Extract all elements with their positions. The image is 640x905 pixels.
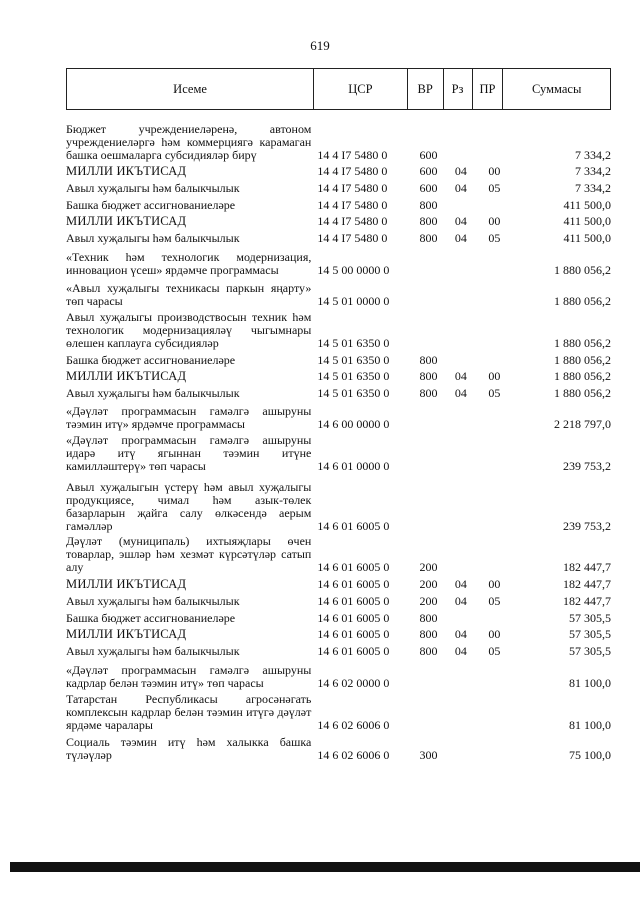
row-name: Авыл хуҗалыгы һәм балыкчылык (66, 231, 240, 245)
row-sum: 1 880 056,2 (554, 263, 611, 277)
row-csr: 14 4 I7 5480 0 (317, 231, 388, 245)
row-sum: 1 880 056,2 (554, 369, 611, 383)
row-sum: 1 880 056,2 (554, 386, 611, 400)
table-header (66, 68, 611, 110)
row-vr: 300 (419, 748, 438, 762)
row-rz: 04 (454, 369, 467, 383)
header-csr: ЦСР (314, 69, 408, 109)
row-csr: 14 6 01 6005 0 (317, 519, 390, 533)
row-sum: 1 880 056,2 (554, 336, 611, 350)
row-name: Авыл хуҗалыгын үстерү һәм авыл хуҗалыгы продукциясе, чимал һәм азык-төлек базарларын җайга салу өлкәсендә аерым гамәлләр (66, 480, 312, 533)
row-pr: 00 (488, 214, 501, 228)
row-vr: 800 (419, 214, 438, 228)
table-row (66, 350, 611, 367)
row-name: Бюджет учреждениеләренә, автоном учреждениеләргә һәм коммерциягә карамаган башка оешмаларга субсидияләр бирү (66, 122, 312, 162)
row-rz: 04 (454, 386, 467, 400)
row-pr: 00 (488, 164, 501, 178)
row-sum: 411 500,0 (563, 231, 611, 245)
row-sum: 411 500,0 (563, 198, 611, 212)
row-vr: 600 (419, 148, 438, 162)
row-name: Авыл хуҗалыгы һәм балыкчылык (66, 594, 240, 608)
row-name: «Авыл хуҗалыгы техникасы паркын яңарту» төп чарасы (66, 281, 312, 308)
table-row (66, 473, 611, 533)
row-csr: 14 6 01 6005 0 (317, 560, 390, 574)
row-csr: 14 5 01 6350 0 (317, 353, 390, 367)
row-pr: 00 (488, 627, 501, 641)
table-row (66, 367, 611, 383)
row-sum: 7 334,2 (575, 181, 611, 195)
bottom-rule (10, 862, 640, 872)
row-sum: 182 447,7 (563, 577, 611, 591)
table-row (66, 732, 611, 762)
row-sum: 239 753,2 (563, 519, 611, 533)
row-vr: 800 (419, 627, 438, 641)
row-csr: 14 4 I7 5480 0 (317, 198, 388, 212)
row-name: Авыл хуҗалыгы һәм балыкчылык (66, 181, 240, 195)
header-vr: ВР (408, 69, 444, 109)
header-name: Исеме (67, 69, 314, 109)
row-sum: 57 305,5 (569, 644, 611, 658)
row-name: Авыл хуҗалыгы һәм балыкчылык (66, 644, 240, 658)
row-rz: 04 (454, 644, 467, 658)
row-vr: 200 (419, 560, 438, 574)
row-vr: 200 (419, 594, 438, 608)
table-row (66, 245, 611, 277)
table-row (66, 608, 611, 625)
row-vr: 800 (419, 231, 438, 245)
row-name: Башка бюджет ассигнованиеләре (66, 611, 236, 625)
row-sum: 1 880 056,2 (554, 353, 611, 367)
row-csr: 14 4 I7 5480 0 (317, 164, 388, 178)
row-pr: 00 (488, 577, 501, 591)
row-vr: 200 (419, 577, 438, 591)
row-vr: 800 (419, 369, 438, 383)
row-rz: 04 (454, 164, 467, 178)
row-name: Татарстан Республикасы агросәнәгать комплексын кадрлар белән тәэмин итүгә дәүләт ярдәме чаралары (66, 692, 312, 732)
row-name: «Дәүләт программасын гамәлгә ашыруны кадрлар белән тәэмин итү» төп чарасы (66, 663, 312, 690)
row-csr: 14 5 01 6350 0 (317, 386, 390, 400)
row-sum: 81 100,0 (569, 676, 611, 690)
row-name: Дәүләт (муниципаль) ихтыяҗлары өчен товарлар, эшләр һәм хезмәт күрсәтүләр сатып алу (66, 534, 312, 574)
row-csr: 14 5 01 6350 0 (317, 336, 390, 350)
table-row (66, 110, 611, 162)
table-body (66, 110, 611, 762)
row-vr: 600 (419, 164, 438, 178)
row-csr: 14 4 I7 5480 0 (317, 148, 388, 162)
row-csr: 14 5 01 6350 0 (317, 369, 390, 383)
row-csr: 14 4 I7 5480 0 (317, 214, 388, 228)
table-row (66, 228, 611, 245)
row-name: МИЛЛИ ИКЪТИСАД (66, 164, 187, 178)
row-sum: 81 100,0 (569, 718, 611, 732)
row-csr: 14 6 02 0000 0 (317, 676, 390, 690)
row-name: Социаль тәэмин итү һәм халыкка башка түләүләр (66, 735, 312, 762)
row-name: Авыл хуҗалыгы һәм балыкчылык (66, 386, 240, 400)
row-csr: 14 6 01 6005 0 (317, 577, 390, 591)
row-vr: 800 (419, 353, 438, 367)
row-sum: 239 753,2 (563, 459, 611, 473)
header-rz: Рз (444, 69, 473, 109)
row-rz: 04 (454, 594, 467, 608)
table-row (66, 641, 611, 658)
row-sum: 75 100,0 (569, 748, 611, 762)
row-csr: 14 6 01 6005 0 (317, 594, 390, 608)
row-name: Башка бюджет ассигнованиеләре (66, 198, 236, 212)
row-sum: 57 305,5 (569, 627, 611, 641)
row-csr: 14 6 00 0000 0 (317, 417, 390, 431)
row-rz: 04 (454, 627, 467, 641)
table-row (66, 162, 611, 178)
row-sum: 411 500,0 (563, 214, 611, 228)
row-sum: 7 334,2 (575, 164, 611, 178)
row-pr: 05 (488, 181, 501, 195)
row-name: МИЛЛИ ИКЪТИСАД (66, 627, 187, 641)
row-vr: 800 (419, 644, 438, 658)
table-row (66, 690, 611, 732)
table-row (66, 574, 611, 591)
row-csr: 14 5 00 0000 0 (317, 263, 390, 277)
row-name: МИЛЛИ ИКЪТИСАД (66, 369, 187, 383)
table-row (66, 383, 611, 400)
row-name: Авыл хуҗалыгы производствосын техник һәм технологик модернизацияләү чыгымнары өлешен каплауга субсидияләр (66, 310, 312, 350)
row-pr: 05 (488, 594, 501, 608)
row-sum: 182 447,7 (563, 594, 611, 608)
table-row (66, 277, 611, 308)
row-rz: 04 (454, 214, 467, 228)
row-sum: 1 880 056,2 (554, 294, 611, 308)
row-name: МИЛЛИ ИКЪТИСАД (66, 214, 187, 228)
row-pr: 05 (488, 231, 501, 245)
row-name: «Техник һәм технологик модернизация, инновацион үсеш» ярдәмче программасы (66, 250, 312, 277)
row-sum: 7 334,2 (575, 148, 611, 162)
row-pr: 00 (488, 369, 501, 383)
page-number: 619 (310, 38, 330, 53)
header-pr: ПР (473, 69, 504, 109)
table-row (66, 591, 611, 608)
row-csr: 14 6 01 6005 0 (317, 644, 390, 658)
row-pr: 05 (488, 386, 501, 400)
row-rz: 04 (454, 181, 467, 195)
row-pr: 05 (488, 644, 501, 658)
row-name: Башка бюджет ассигнованиеләре (66, 353, 236, 367)
row-rz: 04 (454, 231, 467, 245)
table-row (66, 400, 611, 431)
table-row (66, 625, 611, 641)
row-csr: 14 6 02 6006 0 (317, 748, 390, 762)
table-row (66, 178, 611, 195)
row-name: «Дәүләт программасын гамәлгә ашыруны идарә итү ягыннан тәэмин итүне камилләштерү» төп чарасы (66, 433, 312, 473)
row-csr: 14 6 01 6005 0 (317, 611, 390, 625)
row-csr: 14 5 01 0000 0 (317, 294, 390, 308)
row-name: «Дәүләт программасын гамәлгә ашыруны тәэмин итү» ярдәмче программасы (66, 404, 312, 431)
row-csr: 14 4 I7 5480 0 (317, 181, 388, 195)
row-sum: 57 305,5 (569, 611, 611, 625)
row-csr: 14 6 01 6005 0 (317, 627, 390, 641)
row-csr: 14 6 02 6006 0 (317, 718, 390, 732)
table-row (66, 308, 611, 350)
row-vr: 800 (419, 198, 438, 212)
table-row (66, 195, 611, 212)
table-row (66, 431, 611, 473)
table-row (66, 533, 611, 574)
row-vr: 800 (419, 386, 438, 400)
table-row (66, 212, 611, 228)
row-sum: 182 447,7 (563, 560, 611, 574)
header-sum: Суммасы (532, 81, 582, 96)
row-csr: 14 6 01 0000 0 (317, 459, 390, 473)
row-vr: 800 (419, 611, 438, 625)
row-name: МИЛЛИ ИКЪТИСАД (66, 577, 187, 591)
row-sum: 2 218 797,0 (554, 417, 611, 431)
row-rz: 04 (454, 577, 467, 591)
table-row (66, 658, 611, 690)
row-vr: 600 (419, 181, 438, 195)
